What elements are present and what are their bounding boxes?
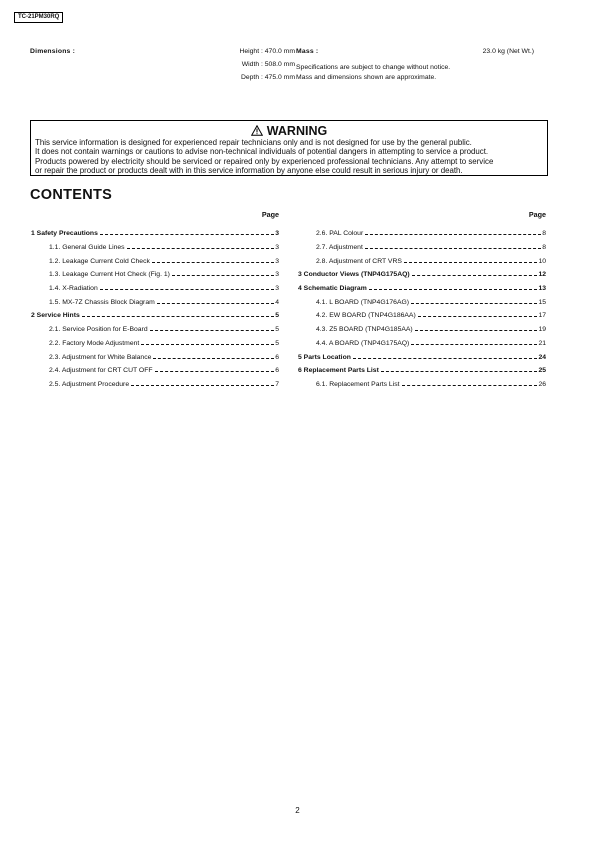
toc-entry-page: 10 — [538, 257, 546, 265]
toc-entry-label: 4.4. A BOARD (TNP4G175AQ) — [316, 339, 410, 347]
toc-entry[interactable] — [298, 282, 546, 296]
warning-line: It does not contain warnings or cautions to advise non-technical individuals of potential dangers in attempting to service a product. — [35, 147, 489, 157]
toc-entry-label: 2 Service Hints — [31, 312, 80, 320]
toc-entry-page: 5 — [275, 312, 279, 320]
warning-heading — [31, 123, 547, 138]
toc-entry[interactable] — [31, 282, 279, 296]
warning-line: This service information is designed for experienced repair technicians only and is not designed for use by the general public. — [35, 138, 472, 147]
toc-entry-page: 26 — [538, 380, 546, 388]
toc-entry-page: 12 — [538, 271, 546, 279]
toc-entry[interactable] — [31, 350, 279, 364]
toc-entry[interactable] — [31, 337, 279, 351]
toc-entry-page: 7 — [275, 380, 279, 388]
toc-entry[interactable] — [298, 295, 546, 309]
toc-entry[interactable] — [298, 364, 546, 378]
toc-entry[interactable] — [31, 364, 279, 378]
toc-column-right — [298, 209, 546, 391]
toc-dot-leader — [415, 330, 538, 331]
toc-entry-label: 2.5. Adjustment Procedure — [49, 380, 130, 388]
toc-entry[interactable] — [31, 323, 279, 337]
toc-entry-page: 5 — [275, 326, 279, 334]
toc-entry-label: 4 Schematic Diagram — [298, 285, 367, 293]
toc-dot-leader — [365, 234, 541, 235]
depth-value: Depth : 475.0 mm — [240, 74, 295, 81]
toc-column-left — [31, 209, 279, 391]
toc-entry-label: 1.2. Leakage Current Cold Check — [49, 257, 150, 265]
toc-dot-leader — [100, 289, 274, 290]
page-column-header: Page — [261, 210, 279, 219]
toc-dot-leader — [418, 316, 538, 317]
toc-entry-label: 1 Safety Precautions — [31, 230, 98, 238]
toc-entry-label: 1.4. X-Radiation — [49, 285, 98, 293]
toc-dot-leader — [155, 371, 275, 372]
toc-entry-label: 3 Conductor Views (TNP4G175AQ) — [298, 271, 410, 279]
toc-entry-page: 13 — [538, 285, 546, 293]
toc-entry-label: 6 Replacement Parts List — [298, 367, 379, 375]
toc-entry[interactable] — [298, 268, 546, 282]
toc-dot-leader — [131, 385, 274, 386]
toc-entry[interactable] — [298, 378, 546, 392]
toc-dot-leader — [412, 275, 538, 276]
toc-entry-page: 3 — [275, 285, 279, 293]
toc-dot-leader — [153, 358, 274, 359]
toc-entry-label: 4.1. L BOARD (TNP4G176AG) — [316, 298, 410, 306]
toc-entry[interactable] — [298, 350, 546, 364]
toc-entry-page: 5 — [275, 339, 279, 347]
toc-entry-page: 8 — [542, 244, 546, 252]
toc-entry-label: 1.5. MX-7Z Chassis Block Diagram — [49, 298, 155, 306]
height-value: Height : 470.0 mm — [239, 48, 295, 55]
toc-entry-label: 1.3. Leakage Current Hot Check (Fig. 1) — [49, 271, 170, 279]
toc-dot-leader — [82, 316, 274, 317]
warning-line: or repair the product or products dealt with in this service information by anyone else could result in serious injury or death. — [35, 166, 463, 176]
toc-dot-leader — [365, 248, 541, 249]
toc-entry[interactable] — [298, 337, 546, 351]
toc-entry-page: 3 — [275, 230, 279, 238]
toc-dot-leader — [172, 275, 274, 276]
warning-line: Products powered by electricity should be serviced or repaired only by experienced professional technicians. Any attempt to service — [35, 156, 494, 166]
toc-entry-page: 19 — [538, 326, 546, 334]
toc-entry[interactable] — [31, 295, 279, 309]
warning-triangle-icon — [251, 125, 263, 136]
toc-entry-page: 21 — [538, 339, 546, 347]
specs-note: Mass and dimensions shown are approximate. — [296, 74, 437, 81]
toc-entry[interactable] — [31, 309, 279, 323]
toc-dot-leader — [411, 344, 537, 345]
toc-dot-leader — [353, 358, 538, 359]
toc-entry-label: 5 Parts Location — [298, 353, 351, 361]
toc-entry-page: 3 — [275, 257, 279, 265]
toc-entry[interactable] — [298, 254, 546, 268]
toc-dot-leader — [411, 303, 537, 304]
toc-entry-label: 2.8. Adjustment of CRT VRS — [316, 257, 402, 265]
width-value: Width : 508.0 mm — [241, 61, 295, 68]
toc-entry-label: 2.4. Adjustment for CRT CUT OFF — [49, 367, 153, 375]
dimensions-values — [198, 48, 295, 87]
toc-entry[interactable] — [31, 268, 279, 282]
toc-entry-page: 8 — [542, 230, 546, 238]
dimensions-label: Dimensions : — [30, 48, 76, 55]
toc-dot-leader — [141, 344, 274, 345]
toc-dot-leader — [402, 385, 538, 386]
toc-list-left — [31, 227, 279, 391]
mass-value: 23.0 kg (Net Wt.) — [482, 48, 534, 55]
toc-entry[interactable] — [31, 241, 279, 255]
toc-entry-label: 1.1. General Guide Lines — [49, 244, 125, 252]
specifications-block — [30, 48, 540, 88]
toc-entry[interactable] — [31, 254, 279, 268]
contents-title: CONTENTS — [30, 187, 113, 203]
toc-entry-label: 2.2. Factory Mode Adjustment — [49, 339, 140, 347]
toc-entry[interactable] — [31, 378, 279, 392]
toc-dot-leader — [381, 371, 538, 372]
toc-entry-page: 6 — [275, 353, 279, 361]
toc-dot-leader — [152, 262, 274, 263]
toc-dot-leader — [127, 248, 275, 249]
toc-entry[interactable] — [298, 323, 546, 337]
toc-dot-leader — [404, 262, 538, 263]
toc-entry[interactable] — [298, 241, 546, 255]
toc-dot-leader — [369, 289, 538, 290]
toc-entry-label: 2.7. Adjustment — [316, 244, 363, 252]
toc-entry-page: 24 — [538, 353, 546, 361]
specs-notes — [296, 63, 450, 83]
warning-text — [31, 138, 547, 176]
toc-dot-leader — [150, 330, 275, 331]
toc-entry-page: 15 — [538, 298, 546, 306]
toc-entry-page: 4 — [275, 298, 279, 306]
toc-entry-page: 3 — [275, 271, 279, 279]
toc-entry[interactable] — [298, 227, 546, 241]
specs-note: Specifications are subject to change without notice. — [296, 64, 451, 71]
toc-entry-label: 6.1. Replacement Parts List — [316, 380, 400, 388]
page-number: 2 — [295, 806, 300, 815]
warning-title: WARNING — [266, 123, 328, 138]
toc-entry-label: 4.2. EW BOARD (TNP4G186AA) — [316, 312, 416, 320]
toc-entry-label: 2.6. PAL Colour — [316, 230, 364, 238]
toc-entry[interactable] — [298, 309, 546, 323]
toc-entry-page: 6 — [275, 367, 279, 375]
toc-dot-leader — [157, 303, 274, 304]
toc-dot-leader — [100, 234, 274, 235]
toc-entry[interactable] — [31, 227, 279, 241]
toc-entry-label: 2.1. Service Position for E-Board — [49, 326, 148, 334]
page-column-header: Page — [528, 210, 546, 219]
toc-entry-page: 17 — [538, 312, 546, 320]
toc-entry-label: 4.3. Z5 BOARD (TNP4G185AA) — [316, 326, 413, 334]
toc-entry-page: 3 — [275, 244, 279, 252]
toc-entry-page: 25 — [538, 367, 546, 375]
mass-label: Mass : — [296, 48, 319, 55]
warning-box — [30, 120, 548, 176]
model-code-tag: TC-21PM30RQ — [14, 12, 63, 23]
toc-list-right — [298, 227, 546, 391]
toc-entry-label: 2.3. Adjustment for White Balance — [49, 353, 152, 361]
